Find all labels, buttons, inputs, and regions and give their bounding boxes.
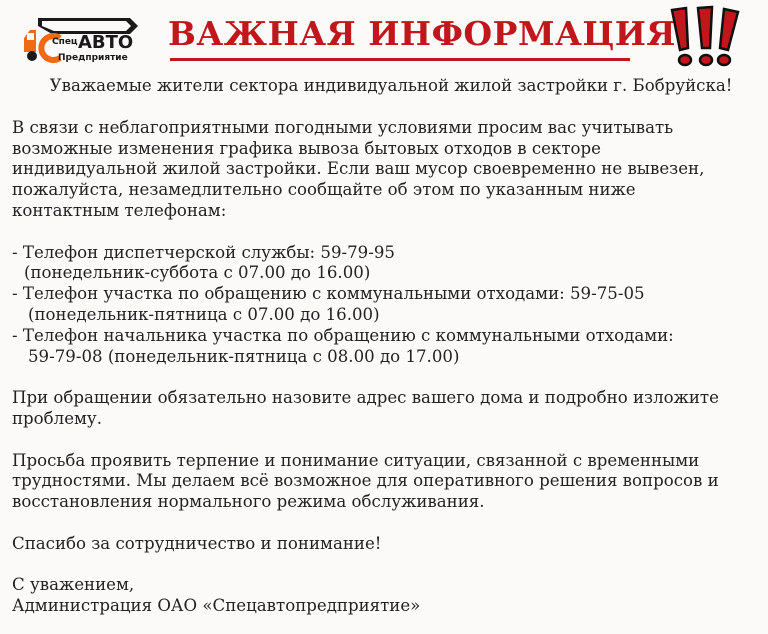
- contact-chief-phone: - Телефон начальника участка по обращению с коммунальными отходами:: [12, 325, 674, 345]
- logo-text-bottom: Предприятие: [58, 53, 128, 63]
- thanks-line: Спасибо за сотрудничество и понимание!: [12, 533, 382, 553]
- contacts-list: [12, 243, 760, 368]
- patience-paragraph: [12, 451, 760, 513]
- intro-line: возможные изменения графика вывоза бытовых отходов в секторе: [12, 138, 601, 158]
- contact-dispatch-phone: - Телефон диспетчерской службы: 59-79-95: [12, 242, 395, 262]
- exclamation-marks-icon: [664, 4, 754, 70]
- signature-regards: С уважением,: [12, 575, 135, 595]
- address-line: проблему.: [12, 408, 102, 428]
- logo-text-top: Спец: [52, 37, 78, 47]
- intro-line: В связи с неблагоприятными погодными условиями просим вас учитывать: [12, 117, 674, 137]
- address-paragraph: [12, 388, 760, 430]
- intro-line: индивидуальной жилой застройки. Если ваш мусор своевременно не вывезен,: [12, 159, 705, 179]
- signature-org: Администрация ОАО «Спецавтопредприятие»: [12, 596, 421, 616]
- title-underline: [170, 58, 630, 61]
- thanks-paragraph: [12, 534, 760, 555]
- page-title: ВАЖНАЯ ИНФОРМАЦИЯ: [168, 14, 677, 53]
- patience-line: трудностями. Мы делаем всё возможное для оперативного решения вопросов и: [12, 471, 719, 491]
- notice-body: [12, 76, 760, 617]
- contact-chief-hours: 59-79-08 (понедельник-пятница с 08.00 до 17.00): [28, 346, 460, 366]
- company-logo: [22, 8, 142, 66]
- address-line: При обращении обязательно назовите адрес вашего дома и подробно изложите: [12, 388, 719, 408]
- truck-logo-icon: [22, 8, 142, 66]
- greeting: Уважаемые жители сектора индивидуальной жилой застройки г. Бобруйска!: [49, 76, 733, 95]
- contact-site-hours: (понедельник-пятница с 07.00 до 16.00): [28, 304, 380, 324]
- logo-text-main: АВТО: [78, 32, 134, 53]
- patience-line: восстановления нормального режима обслуживания.: [12, 492, 485, 512]
- intro-paragraph: [12, 118, 760, 222]
- header: [0, 0, 768, 74]
- patience-line: Просьба проявить терпение и понимание ситуации, связанной с временными: [12, 450, 700, 470]
- contact-site-phone: - Телефон участка по обращению с коммунальными отходами: 59-75-05: [12, 284, 645, 304]
- intro-line: пожалуйста, незамедлительно сообщайте об этом по указанным ниже: [12, 180, 636, 200]
- intro-line: контактным телефонам:: [12, 200, 227, 220]
- contact-dispatch-hours: (понедельник-суббота с 07.00 до 16.00): [24, 263, 371, 283]
- signature: [12, 575, 760, 617]
